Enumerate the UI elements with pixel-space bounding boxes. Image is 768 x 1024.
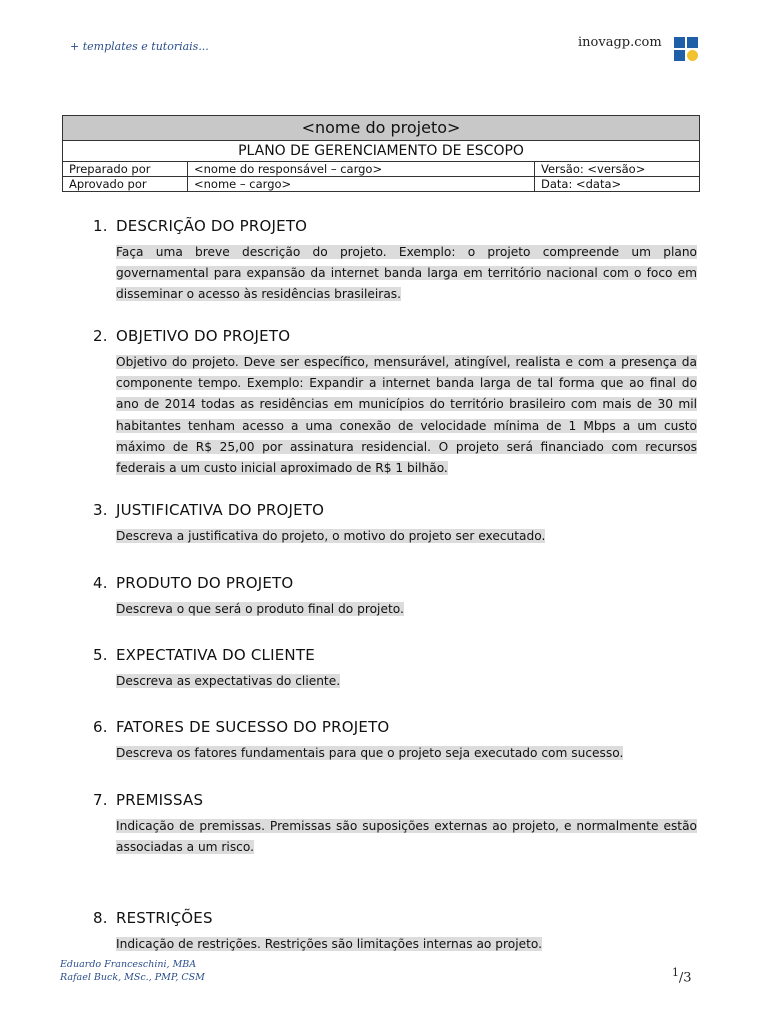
prepared-label: Preparado por: [63, 162, 188, 177]
page-total: 3: [683, 970, 692, 986]
section-text: Descreva o que será o produto final do projeto.: [116, 602, 404, 616]
project-name: <nome do projeto>: [63, 116, 700, 141]
section-heading: 2. OBJETIVO DO PROJETO: [93, 327, 291, 345]
version-field: Versão: <versão>: [535, 162, 700, 177]
plan-title: PLANO DE GERENCIAMENTO DE ESCOPO: [63, 141, 700, 162]
section-heading: 8. RESTRIÇÕES: [93, 909, 213, 927]
section-heading: 5. EXPECTATIVA DO CLIENTE: [93, 646, 315, 664]
prepared-value: <nome do responsável – cargo>: [188, 162, 535, 177]
cover-table: [62, 115, 700, 192]
section-text: Descreva a justificativa do projeto, o motivo do projeto ser executado.: [116, 529, 546, 543]
section-heading: 7. PREMISSAS: [93, 791, 204, 809]
section-heading: 4. PRODUTO DO PROJETO: [93, 574, 294, 592]
section-heading: 6. FATORES DE SUCESSO DO PROJETO: [93, 718, 390, 736]
page-counter: $^1$/3: [672, 966, 692, 986]
section-heading: 1. DESCRIÇÃO DO PROJETO: [93, 217, 308, 235]
section-objetivo: [93, 326, 697, 479]
section-expectativa: [93, 645, 697, 692]
section-text: Indicação de premissas. Premissas são suposições externas ao projeto, e normalmente estão associadas a um risco.: [116, 819, 697, 855]
section-premissas: [93, 790, 697, 858]
section-text: Objetivo do projeto. Deve ser específico, mensurável, atingível, realista e com a presença da componente tempo. Exemplo: Expandir a internet banda larga de tal forma que ao final do ano de 2014 todas as residências em municípios do território brasileiro com mais de 30 mil habitantes tenham acesso a uma conexão de velocidade mínima de 1 Mbps a um custo máximo de R$ 25,00 por assinatura residencial. O projeto será financiado com recursos federais a um custo inicial aproximado de R$ 1 bilhão.: [116, 355, 697, 476]
section-heading: 3. JUSTIFICATIVA DO PROJETO: [93, 501, 325, 519]
authors: [60, 958, 205, 984]
section-justificativa: [93, 500, 697, 547]
section-fatores: [93, 717, 697, 764]
section-produto: [93, 573, 697, 620]
section-text: Indicação de restrições. Restrições são limitações internas ao projeto.: [116, 937, 542, 951]
author-1: Eduardo Franceschini, MBA: [60, 959, 197, 970]
date-field: Data: <data>: [535, 177, 700, 192]
section-text: Descreva os fatores fundamentais para que o projeto seja executado com sucesso.: [116, 746, 624, 760]
section-restricoes: [93, 908, 697, 955]
approved-value: <nome – cargo>: [188, 177, 535, 192]
section-descricao: [93, 216, 697, 306]
section-text: Faça uma breve descrição do projeto. Exemplo: o projeto compreende um plano governamental para expansão da internet banda larga em território nacional com o foco em disseminar o acesso às residências brasileiras.: [116, 245, 697, 302]
author-2: Rafael Buck, MSc., PMP, CSM: [60, 972, 205, 983]
site-name[interactable]: inovagp.com: [578, 35, 662, 50]
page-number: 1: [672, 966, 679, 979]
approved-label: Aprovado por: [63, 177, 188, 192]
section-text: Descreva as expectativas do cliente.: [116, 674, 341, 688]
inovagp-logo-icon: [674, 37, 700, 63]
templates-link[interactable]: + templates e tutoriais...: [70, 40, 209, 53]
